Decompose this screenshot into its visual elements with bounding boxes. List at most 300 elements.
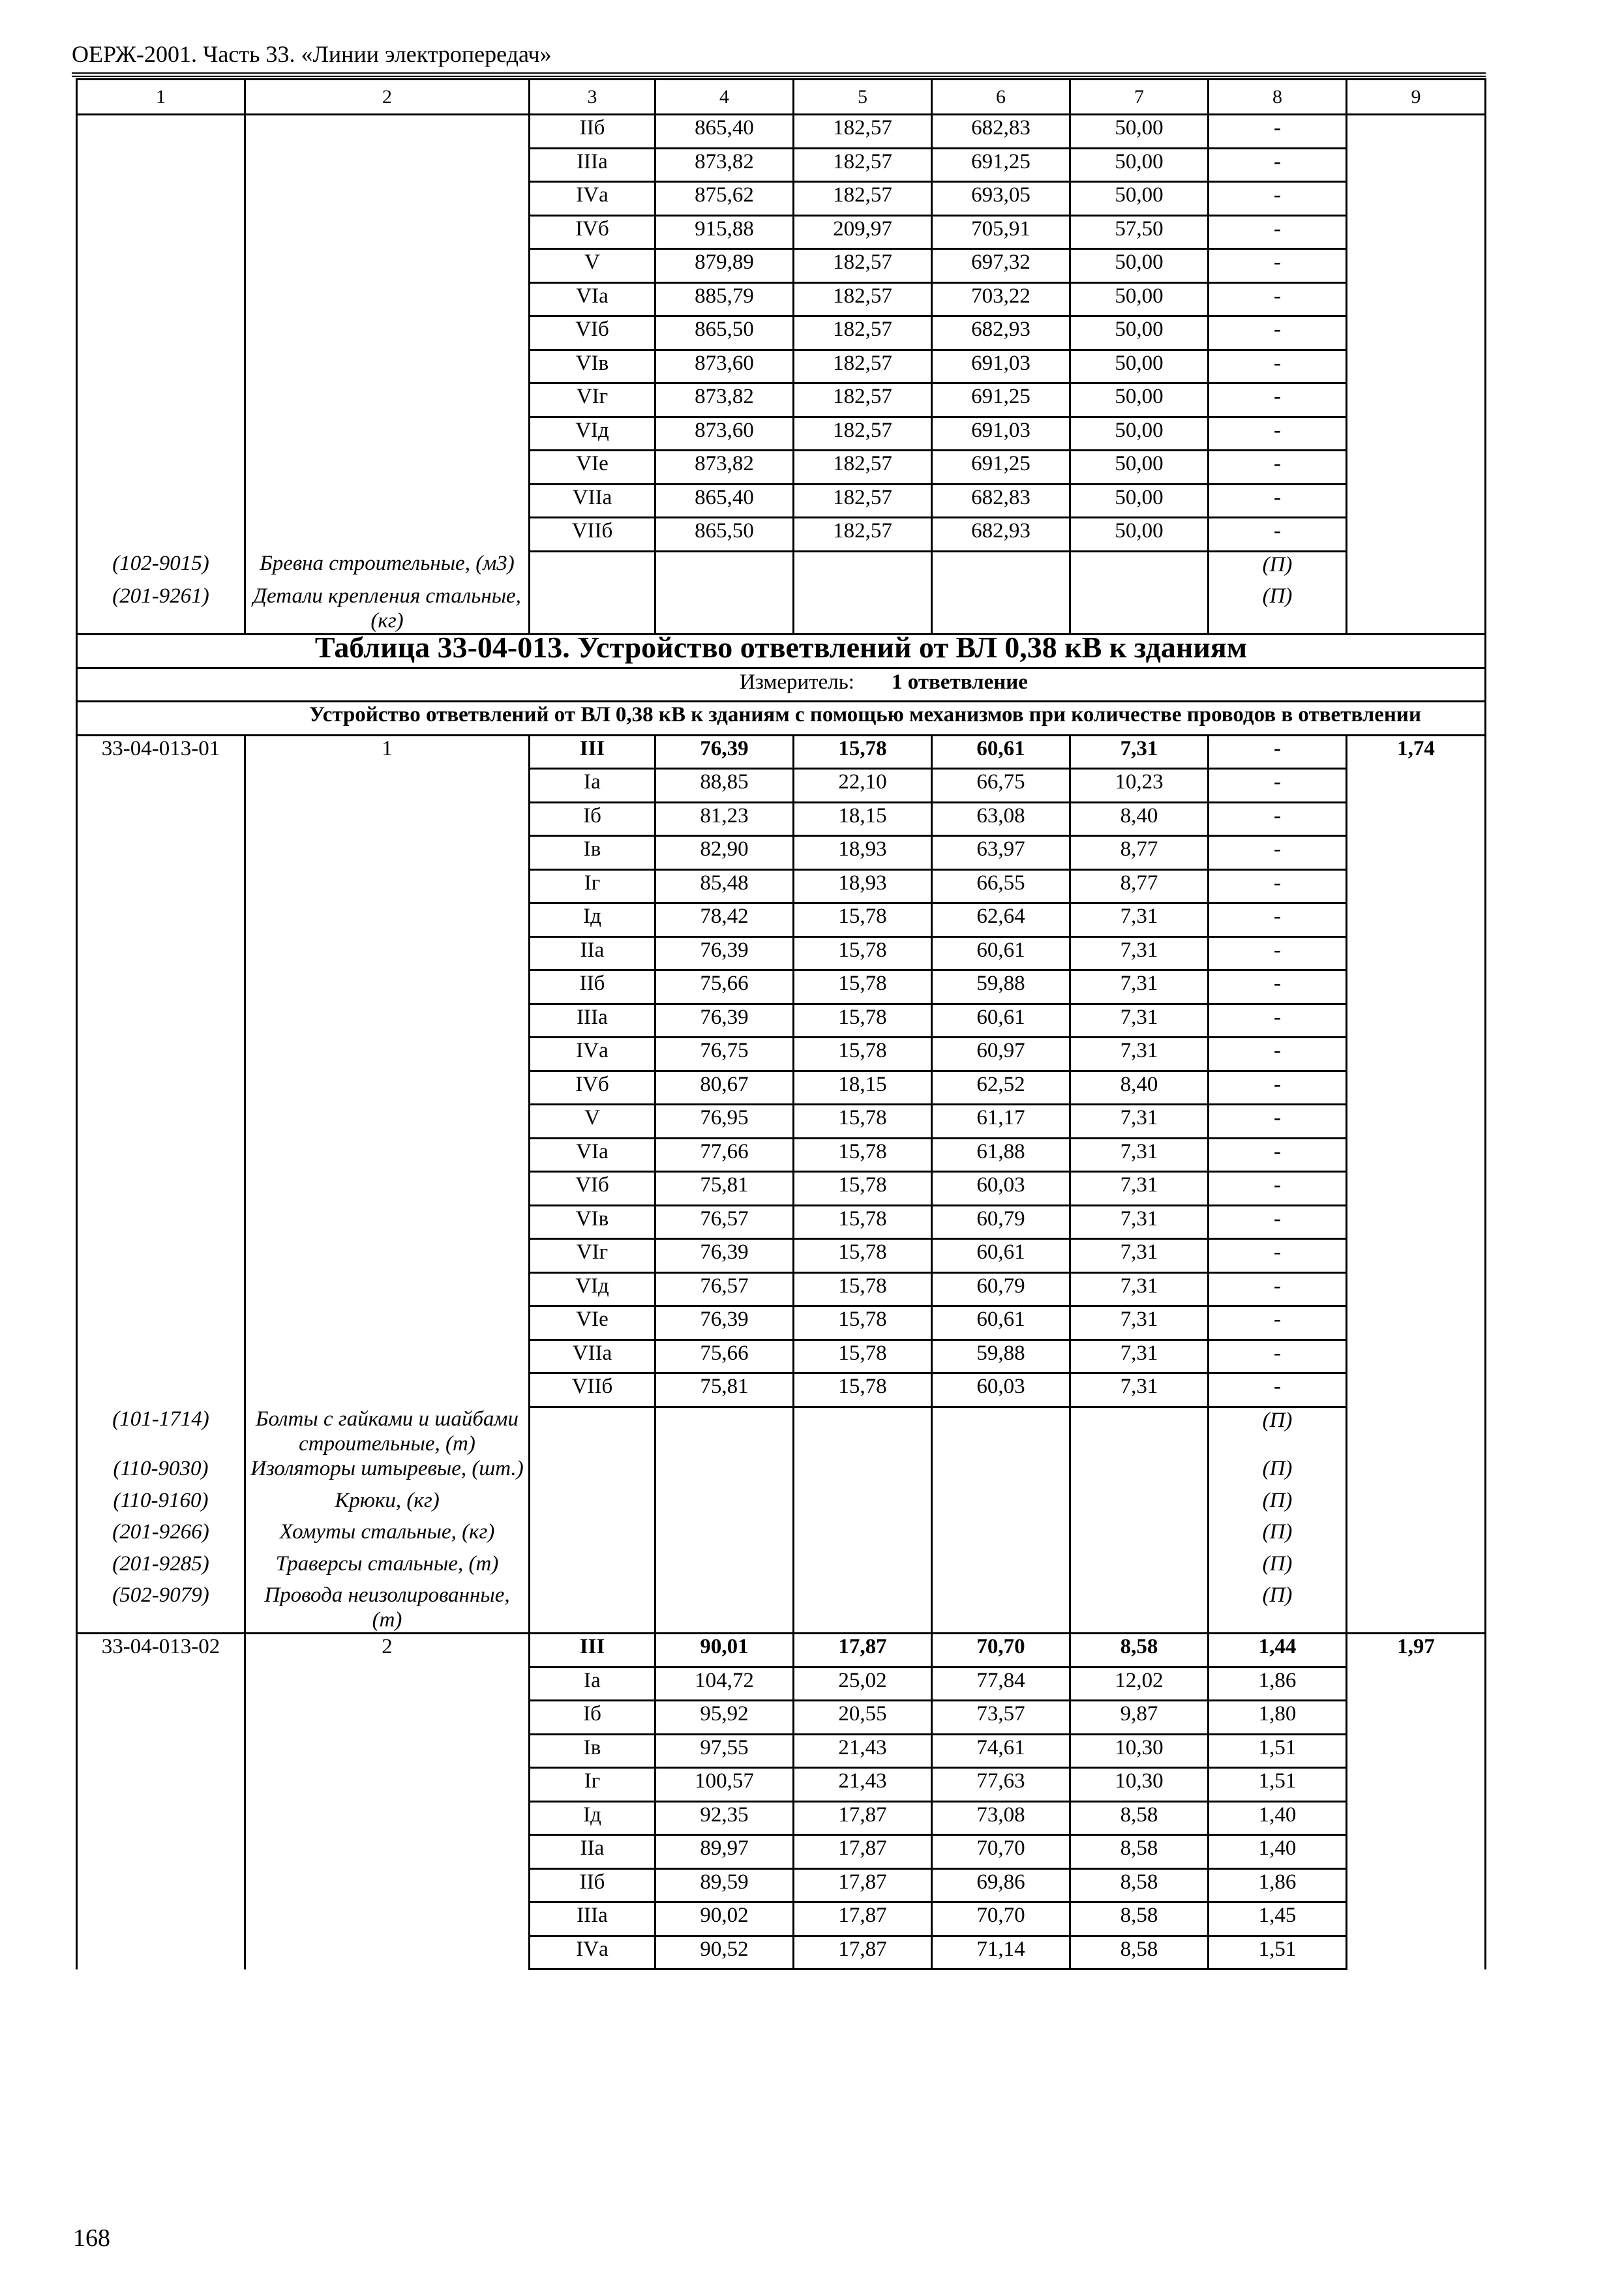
- name-cell: [245, 836, 530, 870]
- value-cell: -: [1209, 484, 1347, 518]
- coef-cell: [1347, 484, 1486, 518]
- value-cell: 59,88: [932, 970, 1070, 1004]
- empty-cell: [1347, 1519, 1486, 1551]
- value-cell: 76,39: [655, 1306, 794, 1340]
- name-cell: [245, 1205, 530, 1239]
- region-cell: IVа: [530, 1038, 655, 1071]
- value-cell: 15,78: [794, 1306, 932, 1340]
- value-cell: 97,55: [655, 1734, 794, 1768]
- table-row: [77, 316, 1486, 350]
- code-cell: [77, 451, 245, 485]
- column-number: 1: [77, 80, 245, 115]
- value-cell: 1,86: [1209, 1868, 1347, 1902]
- value-cell: 697,32: [932, 249, 1070, 283]
- value-cell: 18,93: [794, 836, 932, 870]
- coef-cell: [1347, 518, 1486, 552]
- region-cell: VIIа: [530, 484, 655, 518]
- table-row: [77, 518, 1486, 552]
- value-cell: 182,57: [794, 316, 932, 350]
- resource-mark: (П): [1209, 1551, 1347, 1583]
- table-row: [77, 1634, 1486, 1668]
- value-cell: -: [1209, 1306, 1347, 1340]
- coef-cell: [1347, 1239, 1486, 1273]
- region-cell: Iб: [530, 802, 655, 836]
- value-cell: 1,86: [1209, 1667, 1347, 1701]
- code-cell: [77, 1205, 245, 1239]
- value-cell: 691,03: [932, 417, 1070, 451]
- value-cell: -: [1209, 518, 1347, 552]
- empty-cell: [1070, 1488, 1209, 1520]
- name-cell: [245, 802, 530, 836]
- resource-name: Хомуты стальные, (кг): [245, 1519, 530, 1551]
- resource-row: [77, 551, 1486, 584]
- value-cell: 1,40: [1209, 1801, 1347, 1835]
- code-cell: [77, 1734, 245, 1768]
- region-cell: VIв: [530, 1205, 655, 1239]
- region-cell: IIа: [530, 1835, 655, 1869]
- value-cell: -: [1209, 1071, 1347, 1105]
- coef-cell: [1347, 148, 1486, 182]
- value-cell: 182,57: [794, 383, 932, 417]
- column-number: 6: [932, 80, 1070, 115]
- name-cell: [245, 249, 530, 283]
- value-cell: 17,87: [794, 1868, 932, 1902]
- value-cell: 8,58: [1070, 1902, 1209, 1936]
- empty-cell: [530, 1456, 655, 1488]
- region-cell: VIе: [530, 1306, 655, 1340]
- value-cell: 90,02: [655, 1902, 794, 1936]
- region-cell: IIб: [530, 1868, 655, 1902]
- resource-row: [77, 1551, 1486, 1583]
- table-row: [77, 1306, 1486, 1340]
- value-cell: 873,60: [655, 417, 794, 451]
- resource-code: (502-9079): [77, 1583, 245, 1634]
- name-cell: [245, 350, 530, 383]
- empty-cell: [794, 1488, 932, 1520]
- code-cell: [77, 1936, 245, 1969]
- value-cell: 76,57: [655, 1272, 794, 1306]
- empty-cell: [1070, 1551, 1209, 1583]
- value-cell: -: [1209, 1205, 1347, 1239]
- code-cell: [77, 1701, 245, 1735]
- code-cell: [77, 316, 245, 350]
- value-cell: 17,87: [794, 1801, 932, 1835]
- value-cell: 50,00: [1070, 282, 1209, 316]
- region-cell: Iа: [530, 769, 655, 803]
- table-row: [77, 1667, 1486, 1701]
- value-cell: -: [1209, 1105, 1347, 1139]
- region-cell: IVб: [530, 215, 655, 249]
- value-cell: 92,35: [655, 1801, 794, 1835]
- value-cell: 182,57: [794, 182, 932, 216]
- value-cell: 7,31: [1070, 1105, 1209, 1139]
- value-cell: 62,52: [932, 1071, 1070, 1105]
- value-cell: -: [1209, 417, 1347, 451]
- coef-cell: [1347, 1105, 1486, 1139]
- value-cell: 705,91: [932, 215, 1070, 249]
- norms-table: [76, 78, 1486, 1970]
- value-cell: 8,58: [1070, 1634, 1209, 1668]
- table-row: [77, 1239, 1486, 1273]
- value-cell: 15,78: [794, 1373, 932, 1407]
- code-cell: [77, 1339, 245, 1373]
- value-cell: -: [1209, 735, 1347, 769]
- value-cell: 75,66: [655, 970, 794, 1004]
- code-cell: [77, 769, 245, 803]
- code-cell: [77, 417, 245, 451]
- value-cell: 7,31: [1070, 735, 1209, 769]
- value-cell: 15,78: [794, 1272, 932, 1306]
- value-cell: -: [1209, 282, 1347, 316]
- value-cell: 59,88: [932, 1339, 1070, 1373]
- value-cell: 15,78: [794, 1339, 932, 1373]
- value-cell: 15,78: [794, 936, 932, 970]
- name-cell: [245, 970, 530, 1004]
- region-cell: VIIа: [530, 1339, 655, 1373]
- value-cell: 182,57: [794, 417, 932, 451]
- value-cell: 76,57: [655, 1205, 794, 1239]
- table-row: [77, 451, 1486, 485]
- value-cell: 1,40: [1209, 1835, 1347, 1869]
- empty-cell: [794, 551, 932, 584]
- value-cell: -: [1209, 182, 1347, 216]
- code-cell: [77, 1272, 245, 1306]
- coef-cell: 1,97: [1347, 1634, 1486, 1668]
- empty-cell: [1347, 1583, 1486, 1634]
- value-cell: 69,86: [932, 1868, 1070, 1902]
- value-cell: -: [1209, 903, 1347, 937]
- code-cell: [77, 1038, 245, 1071]
- code-cell: [77, 869, 245, 903]
- value-cell: 66,55: [932, 869, 1070, 903]
- value-cell: 8,58: [1070, 1868, 1209, 1902]
- value-cell: 8,58: [1070, 1801, 1209, 1835]
- value-cell: 15,78: [794, 735, 932, 769]
- coef-cell: [1347, 1902, 1486, 1936]
- empty-cell: [794, 1407, 932, 1456]
- region-cell: Iа: [530, 1667, 655, 1701]
- coef-cell: [1347, 1306, 1486, 1340]
- value-cell: 182,57: [794, 115, 932, 149]
- table-title: Таблица 33-04-013. Устройство ответвлений от ВЛ 0,38 кВ к зданиям: [77, 635, 1486, 668]
- value-cell: -: [1209, 215, 1347, 249]
- value-cell: 10,30: [1070, 1734, 1209, 1768]
- region-cell: VIIб: [530, 1373, 655, 1407]
- code-cell: [77, 1373, 245, 1407]
- value-cell: 104,72: [655, 1667, 794, 1701]
- coef-cell: [1347, 1701, 1486, 1735]
- value-cell: 915,88: [655, 215, 794, 249]
- resource-code: (201-9285): [77, 1551, 245, 1583]
- coef-cell: [1347, 383, 1486, 417]
- resource-mark: (П): [1209, 584, 1347, 635]
- value-cell: 7,31: [1070, 1306, 1209, 1340]
- value-cell: 873,82: [655, 148, 794, 182]
- resource-code: (101-1714): [77, 1407, 245, 1456]
- empty-cell: [932, 1456, 1070, 1488]
- value-cell: 875,62: [655, 182, 794, 216]
- value-cell: 1,44: [1209, 1634, 1347, 1668]
- name-cell: [245, 1339, 530, 1373]
- value-cell: 8,58: [1070, 1835, 1209, 1869]
- region-cell: Iб: [530, 1701, 655, 1735]
- name-cell: [245, 1868, 530, 1902]
- header-rule-2: [72, 76, 1486, 77]
- coef-cell: [1347, 936, 1486, 970]
- table-row: [77, 1902, 1486, 1936]
- code-cell: [77, 1667, 245, 1701]
- empty-cell: [932, 1583, 1070, 1634]
- subheading: Устройство ответвлений от ВЛ 0,38 кВ к зданиям с помощью механизмов при количестве проводов в ответвлении: [77, 702, 1486, 736]
- name-cell: [245, 936, 530, 970]
- region-cell: Iд: [530, 903, 655, 937]
- value-cell: 90,52: [655, 1936, 794, 1969]
- value-cell: 50,00: [1070, 383, 1209, 417]
- value-cell: 50,00: [1070, 417, 1209, 451]
- resource-row: [77, 1583, 1486, 1634]
- empty-cell: [794, 1583, 932, 1634]
- column-number: 9: [1347, 80, 1486, 115]
- value-cell: 60,03: [932, 1172, 1070, 1206]
- value-cell: 182,57: [794, 350, 932, 383]
- empty-cell: [1070, 1456, 1209, 1488]
- header-rule: [72, 72, 1486, 74]
- code-cell: 33-04-013-01: [77, 735, 245, 769]
- code-cell: [77, 1239, 245, 1273]
- empty-cell: [1070, 1583, 1209, 1634]
- code-cell: [77, 1801, 245, 1835]
- value-cell: 7,31: [1070, 1172, 1209, 1206]
- empty-cell: [1347, 1488, 1486, 1520]
- value-cell: 78,42: [655, 903, 794, 937]
- resource-name: Болты с гайками и шайбами строительные, (т): [245, 1407, 530, 1456]
- name-cell: [245, 383, 530, 417]
- table-row: [77, 249, 1486, 283]
- table-row: [77, 802, 1486, 836]
- value-cell: -: [1209, 249, 1347, 283]
- resource-name: Траверсы стальные, (т): [245, 1551, 530, 1583]
- code-cell: [77, 802, 245, 836]
- value-cell: 7,31: [1070, 1205, 1209, 1239]
- table-row: [77, 282, 1486, 316]
- region-cell: III: [530, 735, 655, 769]
- empty-cell: [932, 1519, 1070, 1551]
- code-cell: [77, 484, 245, 518]
- resource-mark: (П): [1209, 1407, 1347, 1456]
- region-cell: VIIб: [530, 518, 655, 552]
- empty-cell: [932, 584, 1070, 635]
- region-cell: V: [530, 1105, 655, 1139]
- table-row: [77, 1936, 1486, 1969]
- resource-code: (110-9030): [77, 1456, 245, 1488]
- value-cell: -: [1209, 970, 1347, 1004]
- value-cell: 20,55: [794, 1701, 932, 1735]
- empty-cell: [932, 1488, 1070, 1520]
- table-row: [77, 1071, 1486, 1105]
- empty-cell: [530, 1551, 655, 1583]
- value-cell: -: [1209, 1038, 1347, 1071]
- code-cell: [77, 282, 245, 316]
- coef-cell: [1347, 1339, 1486, 1373]
- coef-cell: [1347, 1801, 1486, 1835]
- code-cell: [77, 383, 245, 417]
- value-cell: 693,05: [932, 182, 1070, 216]
- value-cell: 182,57: [794, 484, 932, 518]
- code-cell: 33-04-013-02: [77, 1634, 245, 1668]
- resource-code: (201-9261): [77, 584, 245, 635]
- value-cell: 703,22: [932, 282, 1070, 316]
- page-number: 168: [73, 2224, 110, 2252]
- column-number: 4: [655, 80, 794, 115]
- name-cell: [245, 1239, 530, 1273]
- name-cell: [245, 1768, 530, 1802]
- measure-row: [77, 668, 1486, 702]
- region-cell: III: [530, 1634, 655, 1668]
- value-cell: 1,80: [1209, 1701, 1347, 1735]
- column-number: 8: [1209, 80, 1347, 115]
- value-cell: 77,66: [655, 1138, 794, 1172]
- empty-cell: [655, 1551, 794, 1583]
- value-cell: 7,31: [1070, 903, 1209, 937]
- code-cell: [77, 1768, 245, 1802]
- table-row: [77, 1205, 1486, 1239]
- name-cell: [245, 869, 530, 903]
- value-cell: 71,14: [932, 1936, 1070, 1969]
- value-cell: 50,00: [1070, 316, 1209, 350]
- region-cell: VIв: [530, 350, 655, 383]
- empty-cell: [530, 551, 655, 584]
- region-cell: IVб: [530, 1071, 655, 1105]
- value-cell: 7,31: [1070, 1138, 1209, 1172]
- empty-cell: [655, 551, 794, 584]
- empty-cell: [794, 1519, 932, 1551]
- value-cell: 50,00: [1070, 249, 1209, 283]
- value-cell: 865,40: [655, 115, 794, 149]
- value-cell: 17,87: [794, 1835, 932, 1869]
- value-cell: 89,59: [655, 1868, 794, 1902]
- value-cell: 90,01: [655, 1634, 794, 1668]
- code-cell: [77, 1071, 245, 1105]
- value-cell: -: [1209, 1004, 1347, 1038]
- resource-row: [77, 1456, 1486, 1488]
- coef-cell: [1347, 1667, 1486, 1701]
- resource-name: Изоляторы штыревые, (шт.): [245, 1456, 530, 1488]
- value-cell: -: [1209, 836, 1347, 870]
- coef-cell: [1347, 970, 1486, 1004]
- page-header: ОЕРЖ-2001. Часть 33. «Линии электропередач»: [72, 41, 552, 67]
- value-cell: 95,92: [655, 1701, 794, 1735]
- value-cell: -: [1209, 802, 1347, 836]
- value-cell: 75,81: [655, 1373, 794, 1407]
- coef-cell: [1347, 1272, 1486, 1306]
- value-cell: -: [1209, 316, 1347, 350]
- name-cell: [245, 1172, 530, 1206]
- region-cell: V: [530, 249, 655, 283]
- value-cell: 63,08: [932, 802, 1070, 836]
- value-cell: 73,08: [932, 1801, 1070, 1835]
- value-cell: 15,78: [794, 1205, 932, 1239]
- empty-cell: [530, 1407, 655, 1456]
- value-cell: 77,84: [932, 1667, 1070, 1701]
- name-cell: [245, 1667, 530, 1701]
- name-cell: [245, 903, 530, 937]
- coef-cell: [1347, 1004, 1486, 1038]
- table-row: [77, 1768, 1486, 1802]
- code-cell: [77, 148, 245, 182]
- code-cell: [77, 1138, 245, 1172]
- name-cell: [245, 1373, 530, 1407]
- value-cell: 70,70: [932, 1902, 1070, 1936]
- value-cell: 879,89: [655, 249, 794, 283]
- value-cell: 15,78: [794, 1038, 932, 1071]
- coef-cell: [1347, 215, 1486, 249]
- name-cell: [245, 1835, 530, 1869]
- resource-mark: (П): [1209, 1456, 1347, 1488]
- value-cell: -: [1209, 1138, 1347, 1172]
- value-cell: 8,58: [1070, 1936, 1209, 1969]
- name-cell: [245, 769, 530, 803]
- value-cell: 81,23: [655, 802, 794, 836]
- name-cell: [245, 417, 530, 451]
- table-row: [77, 903, 1486, 937]
- region-cell: VIа: [530, 282, 655, 316]
- empty-cell: [1347, 1551, 1486, 1583]
- value-cell: 73,57: [932, 1701, 1070, 1735]
- coef-cell: [1347, 249, 1486, 283]
- value-cell: 1,51: [1209, 1768, 1347, 1802]
- value-cell: 50,00: [1070, 484, 1209, 518]
- value-cell: -: [1209, 1339, 1347, 1373]
- value-cell: 1,51: [1209, 1936, 1347, 1969]
- region-cell: IIб: [530, 115, 655, 149]
- value-cell: 88,85: [655, 769, 794, 803]
- table-row: [77, 215, 1486, 249]
- code-cell: [77, 1902, 245, 1936]
- coef-cell: [1347, 115, 1486, 149]
- region-cell: IIIа: [530, 148, 655, 182]
- value-cell: 50,00: [1070, 518, 1209, 552]
- empty-cell: [1070, 1519, 1209, 1551]
- code-cell: [77, 936, 245, 970]
- region-cell: Iг: [530, 869, 655, 903]
- resource-row: [77, 584, 1486, 635]
- resource-row: [77, 1407, 1486, 1456]
- value-cell: 7,31: [1070, 1239, 1209, 1273]
- value-cell: 12,02: [1070, 1667, 1209, 1701]
- coef-cell: [1347, 1071, 1486, 1105]
- table-row: [77, 383, 1486, 417]
- code-cell: [77, 1868, 245, 1902]
- name-cell: [245, 1038, 530, 1071]
- name-cell: 2: [245, 1634, 530, 1668]
- name-cell: [245, 1734, 530, 1768]
- region-cell: VIд: [530, 417, 655, 451]
- resource-code: (110-9160): [77, 1488, 245, 1520]
- name-cell: [245, 115, 530, 149]
- value-cell: 865,50: [655, 316, 794, 350]
- value-cell: 62,64: [932, 903, 1070, 937]
- measure-value: 1 ответвление: [892, 670, 1028, 694]
- empty-cell: [530, 584, 655, 635]
- table-row: [77, 350, 1486, 383]
- name-cell: [245, 1272, 530, 1306]
- value-cell: 50,00: [1070, 148, 1209, 182]
- name-cell: [245, 1902, 530, 1936]
- value-cell: 7,31: [1070, 1373, 1209, 1407]
- table-row: [77, 115, 1486, 149]
- value-cell: 10,23: [1070, 769, 1209, 803]
- table-row: [77, 1004, 1486, 1038]
